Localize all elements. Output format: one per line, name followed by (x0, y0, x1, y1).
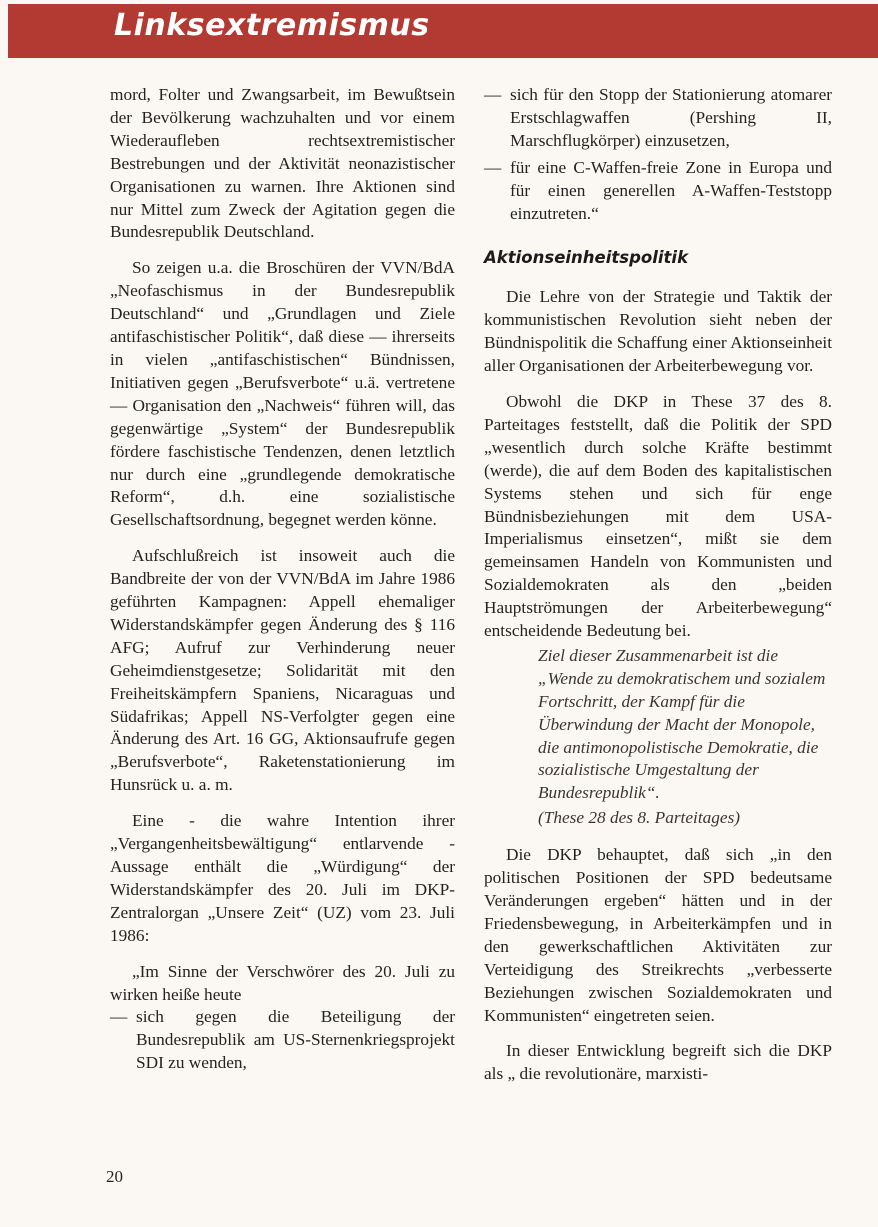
paragraph-8: Die DKP behauptet, daß sich „in den politischen Positionen der SPD bedeutsame Veränderungen ergeben“ hätten und in der Friedensbewegung, in Arbeiterkämpfen und in den gewerkschaftlichen Aktivitäten zur Verteidigung des Streikrechts „verbesserte Beziehungen zwischen Sozialdemokraten und Kommunisten“ eingetreten seien. (484, 845, 832, 1025)
quote-intro: „Im Sinne der Verschwörer des 20. Juli zu wirken heiße heute (110, 961, 455, 1004)
dash-item-text: für eine C-Waffen-freie Zone in Europa und für einen generellen A-Waffen-Teststopp einzutreten.“ (510, 157, 832, 223)
dash-mark: — (484, 157, 502, 177)
dash-mark: — (110, 1007, 128, 1027)
dash-mark: — (484, 85, 502, 104)
quote-text: Ziel dieser Zusammenarbeit ist die „Wende zu demokratischem und sozialem Fortschritt, der Kampf für die Überwindung der Macht der Monopole, die antimonopolistische Demokratie, die sozialistische Umgestaltung der Bundesrepublik“. (538, 645, 826, 803)
dash-item-text: sich gegen die Beteiligung der Bundesrepublik am US-Sternenkriegsprojekt SDI zu wenden, (136, 1007, 455, 1073)
block-quote (484, 645, 832, 830)
subheading: Aktionseinheitspolitik (484, 248, 689, 268)
section-title: Linksextremismus (114, 8, 430, 43)
quote-source: (These 28 des 8. Parteitages) (538, 808, 741, 828)
dash-item-1 (110, 1006, 455, 1075)
page-number: 20 (106, 1167, 123, 1186)
paragraph-9: In dieser Entwicklung begreift sich die DKP als „ die revolutionäre, marxisti- (484, 1041, 832, 1084)
paragraph-4: Eine - die wahre Intention ihrer „Vergangenheitsbewältigung“ entlarvende - Aussage enthält die „Würdigung“ der Widerstandskämpfer des 20. Juli im DKP-Zentralorgan „Unsere Zeit“ (UZ) vom 23. Juli 1986: (110, 811, 455, 945)
paragraph-7: Obwohl die DKP in These 37 des 8. Parteitages feststellt, daß die Politik der SPD „wesentlich durch solche Kräfte bestimmt (werde), die auf dem Boden des kapitalistischen Systems stehen und sich für enge Bündnisbeziehungen mit dem USA-Imperialismus einsetzen“, mißt sie dem gemeinsamen Handeln von Kommunisten und Sozialdemokraten als den „beiden Hauptströmungen der Arbeiterbewegung“ entscheidende Bedeutung bei. (484, 391, 832, 641)
dash-item-3 (484, 157, 832, 226)
right-column (484, 84, 832, 1099)
dash-item-2 (484, 84, 832, 153)
paragraph-3: Aufschlußreich ist insoweit auch die Bandbreite der von der VVN/BdA im Jahre 1986 geführten Kampagnen: Appell ehemaliger Widerstandskämpfer gegen Änderung des § 116 AFG; Aufruf zur Verhinderung neuer Geheimdienstgesetze; Solidarität mit den Freiheitskämpfern Spaniens, Nicaraguas und Südafrikas; Appell NS-Verfolgter gegen eine Änderung des Art. 16 GG, Aktionsaufrufe gegen „Berufsverbote“, Raketenstationierung im Hunsrück u. a. m. (110, 546, 455, 795)
dash-item-text: sich für den Stopp der Stationierung atomarer Erstschlagwaffen (Pershing II, Marschflugkörper) einzusetzen, (510, 85, 832, 150)
left-column (110, 84, 455, 1075)
paragraph-2: So zeigen u.a. die Broschüren der VVN/BdA „Neofaschismus in der Bundesrepublik Deutschland“ und „Grundlagen und Ziele antifaschistischer Politik“, daß diese — ihrerseits in vielen „antifaschistischen“ Bündnissen, Initiativen gegen „Berufsverbote“ u.ä. vertretene — Organisation den „Nachweis“ führen will, das gegenwärtige „System“ der Bundesrepublik fördere faschistische Tendenzen, denen letztlich nur durch eine „grundlegende demokratische Reform“, d.h. eine sozialistische Gesellschaftsordnung, begegnet werden könne. (110, 258, 455, 530)
paragraph-1: mord, Folter und Zwangsarbeit, im Bewußtsein der Bevölkerung wachzuhalten und vor einem Wiederaufleben rechtsextremistischer Bestrebungen und der Aktivität neonazistischer Organisationen zu warnen. Ihre Aktionen sind nur Mittel zum Zweck der Agitation gegen die Bundesrepublik Deutschland. (110, 85, 455, 242)
paragraph-6: Die Lehre von der Strategie und Taktik der kommunistischen Revolution sieht neben der Bündnispolitik die Schaffung einer Aktionseinheit aller Organisationen der Arbeiterbewegung vor. (484, 287, 832, 376)
